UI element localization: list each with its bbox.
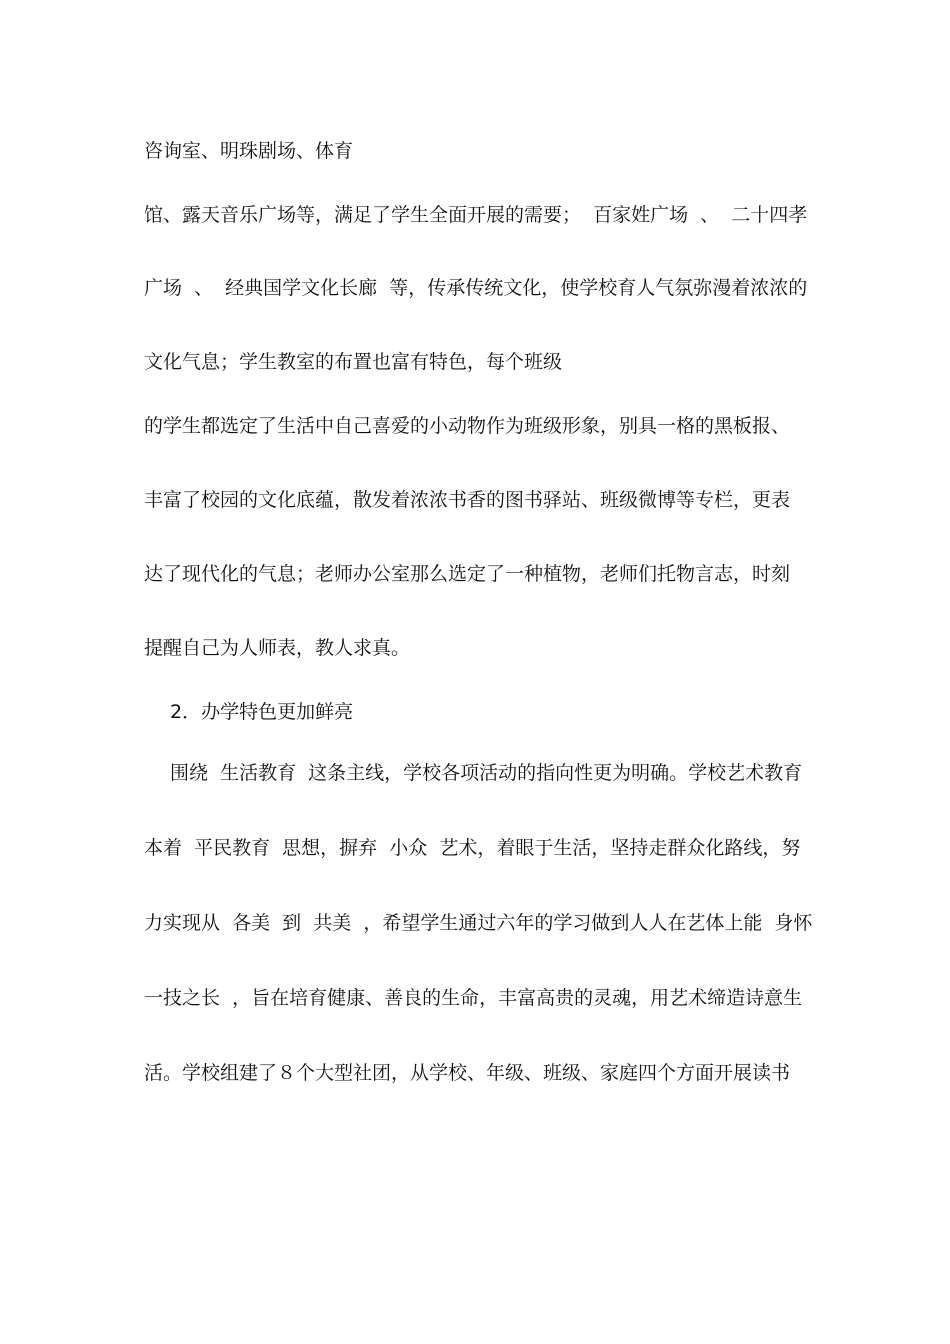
text-line: 一技之长 ，旨在培育健康、善良的生命，丰富高贵的灵魂，用艺术缔造诗意生 [144, 987, 803, 1009]
text-line: 活。学校组建了８个大型社团，从学校、年级、班级、家庭四个方面开展读书 [144, 1062, 791, 1084]
text-line: 广场 、 经典国学文化长廊 等，传承传统文化，使学校育人气氛弥漫着浓浓的 [144, 277, 808, 299]
text-line: 文化气息；学生教室的布置也富有特色，每个班级 [144, 351, 563, 373]
text-line: 的学生都选定了生活中自己喜爱的小动物作为班级形象，别具一格的黑板报、 [144, 415, 791, 437]
text-line: 围绕 生活教育 这条主线，学校各项活动的指向性更为明确。学校艺术教育 [170, 762, 803, 784]
text-line: 力实现从 各美 到 共美 ，希望学生通过六年的学习做到人人在艺体上能 身怀 [144, 912, 813, 934]
text-line: 丰富了校园的文化底蕴，散发着浓浓书香的图书驿站、班级微博等专栏，更表 [144, 489, 791, 511]
text-line: 本着 平民教育 思想，摒弃 小众 艺术，着眼于生活，坚持走群众化路线，努 [144, 837, 801, 859]
text-line: 达了现代化的气息；老师办公室那么选定了一种植物，老师们托物言志，时刻 [144, 563, 791, 585]
section-heading: 2．办学特色更加鲜亮 [170, 701, 354, 723]
text-line: 咨询室、明珠剧场、体育 [144, 140, 354, 162]
text-line: 馆、露天音乐广场等，满足了学生全面开展的需要； 百家姓广场 、 二十四孝 [144, 204, 808, 226]
text-line: 提醒自己为人师表，教人求真。 [144, 637, 411, 659]
